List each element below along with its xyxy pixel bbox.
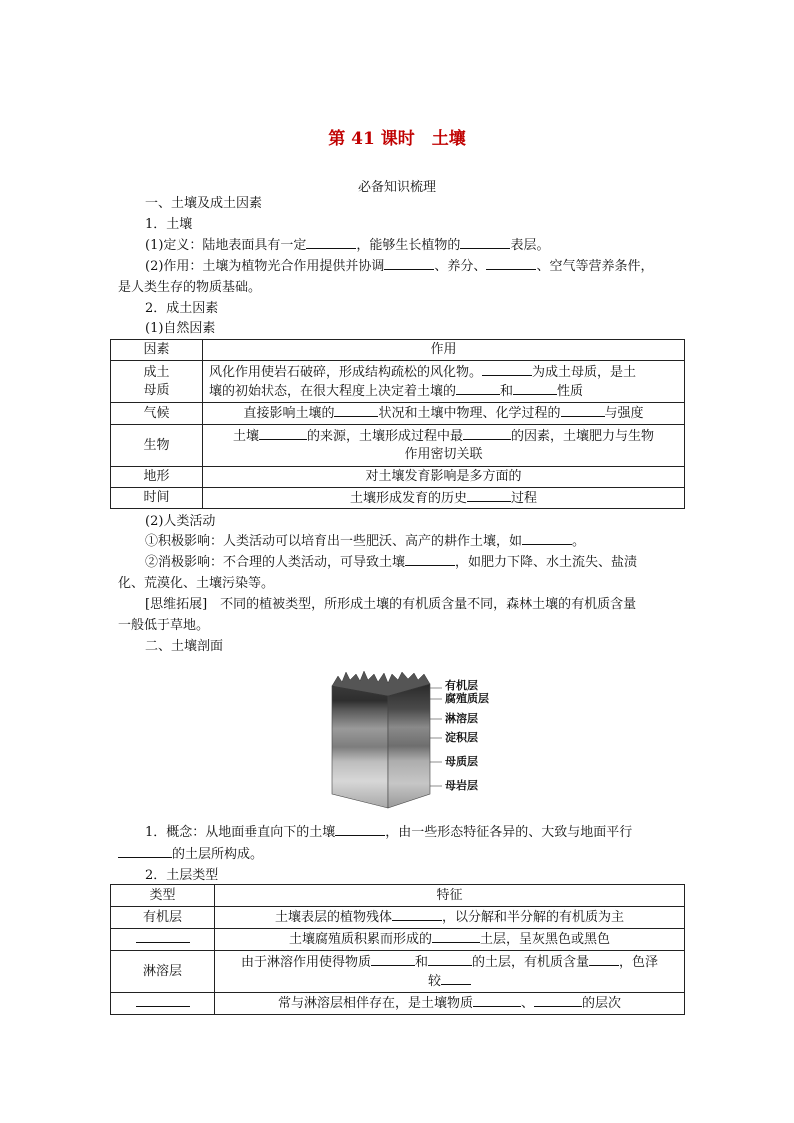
layer-types-heading: 2．土层类型 — [145, 868, 219, 883]
fill-blank — [467, 489, 511, 502]
fill-blank — [136, 994, 190, 1007]
fill-blank — [589, 953, 619, 966]
layer-label: 淀积层 — [445, 731, 478, 744]
section-subtitle: 必备知识梳理 — [357, 180, 436, 195]
fill-blank — [561, 404, 605, 417]
fill-blank — [441, 972, 471, 985]
layer-label: 腐殖质层 — [445, 692, 489, 705]
factor-name: 时间 — [111, 488, 203, 509]
layer-type: 有机层 — [111, 907, 215, 929]
fill-blank — [405, 553, 455, 566]
table-row: 土壤腐殖质积累而形成的 土层，呈灰黑色或黑色 — [111, 929, 685, 951]
table-header: 特征 — [215, 885, 685, 907]
factor-name: 气候 — [111, 403, 203, 425]
concept-line-cont: 的土层所构成。 — [118, 845, 688, 865]
subheading-factors: 2．成土因素 — [145, 301, 219, 316]
table-row: 地形 对土壤发育影响是多方面的 — [111, 467, 685, 488]
fill-blank — [335, 823, 385, 836]
fill-blank — [463, 427, 511, 440]
table-header: 作用 — [203, 340, 685, 361]
fill-blank — [534, 994, 582, 1007]
negative-impact-line: ②消极影响：不合理的人类活动，可导致土壤 ，如肥力下降、水土流失、盐渍 — [145, 555, 638, 570]
profile-side-face — [388, 684, 430, 808]
fill-blank — [392, 908, 442, 921]
fill-blank — [136, 930, 190, 943]
fill-blank — [460, 236, 510, 249]
fill-blank — [428, 953, 472, 966]
table-row: 时间 土壤形成发育的历史 过程 — [111, 488, 685, 509]
subheading-soil: 1．土壤 — [145, 217, 193, 232]
natural-factors-heading: (1)自然因素 — [145, 321, 216, 336]
thinking-extension-cont: 一般低于草地。 — [118, 618, 210, 633]
fill-blank — [259, 427, 307, 440]
fill-blank — [306, 236, 356, 249]
fill-blank — [486, 257, 536, 270]
role-line-cont: 是人类生存的物质基础。 — [118, 280, 262, 295]
factors-table — [110, 339, 685, 509]
table-header: 类型 — [111, 885, 215, 907]
human-activity-heading: (2)人类活动 — [145, 514, 216, 529]
page-title: 第 41 课时 土壤 — [328, 129, 466, 149]
table-row: 气候 直接影响土壤的 状况和土壤中物理、化学过程的 与强度 — [111, 403, 685, 425]
layer-label: 母岩层 — [445, 779, 478, 792]
concept-line: 1．概念：从地面垂直向下的土壤 ，由一些形态特征各异的、大致与地面平行 — [145, 825, 633, 840]
fill-blank — [384, 257, 434, 270]
factor-name: 成土 母质 — [111, 361, 203, 403]
definition-line: (1)定义：陆地表面具有一定 ，能够生长植物的 表层。 — [145, 238, 550, 253]
layer-leader-lines — [430, 688, 442, 786]
layer-label: 有机层 — [445, 679, 478, 692]
factor-name: 地形 — [111, 467, 203, 488]
role-line: (2)作用：土壤为植物光合作用提供并协调 、养分、 、空气等营养条件， — [145, 259, 654, 274]
layer-label: 淋溶层 — [445, 712, 478, 725]
fill-blank — [118, 845, 172, 858]
fill-blank — [371, 953, 415, 966]
table-header: 因素 — [111, 340, 203, 361]
section-heading-2: 二、土壤剖面 — [145, 639, 224, 654]
fill-blank — [513, 382, 557, 395]
profile-front-face — [332, 686, 388, 808]
layer-type: 淋溶层 — [111, 951, 215, 993]
factor-name: 生物 — [111, 425, 203, 467]
fill-blank — [522, 532, 572, 545]
table-row: 有机层 土壤表层的植物残体 ，以分解和半分解的有机质为主 — [111, 907, 685, 929]
layer-types-table — [110, 884, 685, 1015]
thinking-extension: [思维拓展] 不同的植被类型，所形成土壤的有机质含量不同，森林土壤的有机质含量 — [145, 597, 637, 612]
table-row: 成土 母质 风化作用使岩石破碎，形成结构疏松的风化物。 为成土母质，是土 壤的初始状态，在很大程度上决定着土壤的 和 性质 — [111, 361, 685, 403]
section-heading-1: 一、土壤及成土因素 — [145, 196, 263, 211]
positive-impact-line: ①积极影响：人类活动可以培育出一些肥沃、高产的耕作土壤，如 。 — [145, 534, 586, 549]
fill-blank — [473, 994, 521, 1007]
layer-label: 母质层 — [445, 755, 478, 768]
fill-blank — [456, 382, 500, 395]
fill-blank — [482, 363, 532, 376]
table-row: 常与淋溶层相伴存在，是土壤物质 、 的层次 — [111, 993, 685, 1015]
table-row: 淋溶层 由于淋溶作用使得物质 和 的土层，有机质含量 ，色泽 较 — [111, 951, 685, 993]
table-row: 生物 土壤 的来源，土壤形成过程中最 的因素，土壤肥力与生物 作用密切关联 — [111, 425, 685, 467]
fill-blank — [432, 930, 480, 943]
fill-blank — [334, 404, 378, 417]
negative-impact-cont: 化、荒漠化、土壤污染等。 — [118, 576, 275, 591]
